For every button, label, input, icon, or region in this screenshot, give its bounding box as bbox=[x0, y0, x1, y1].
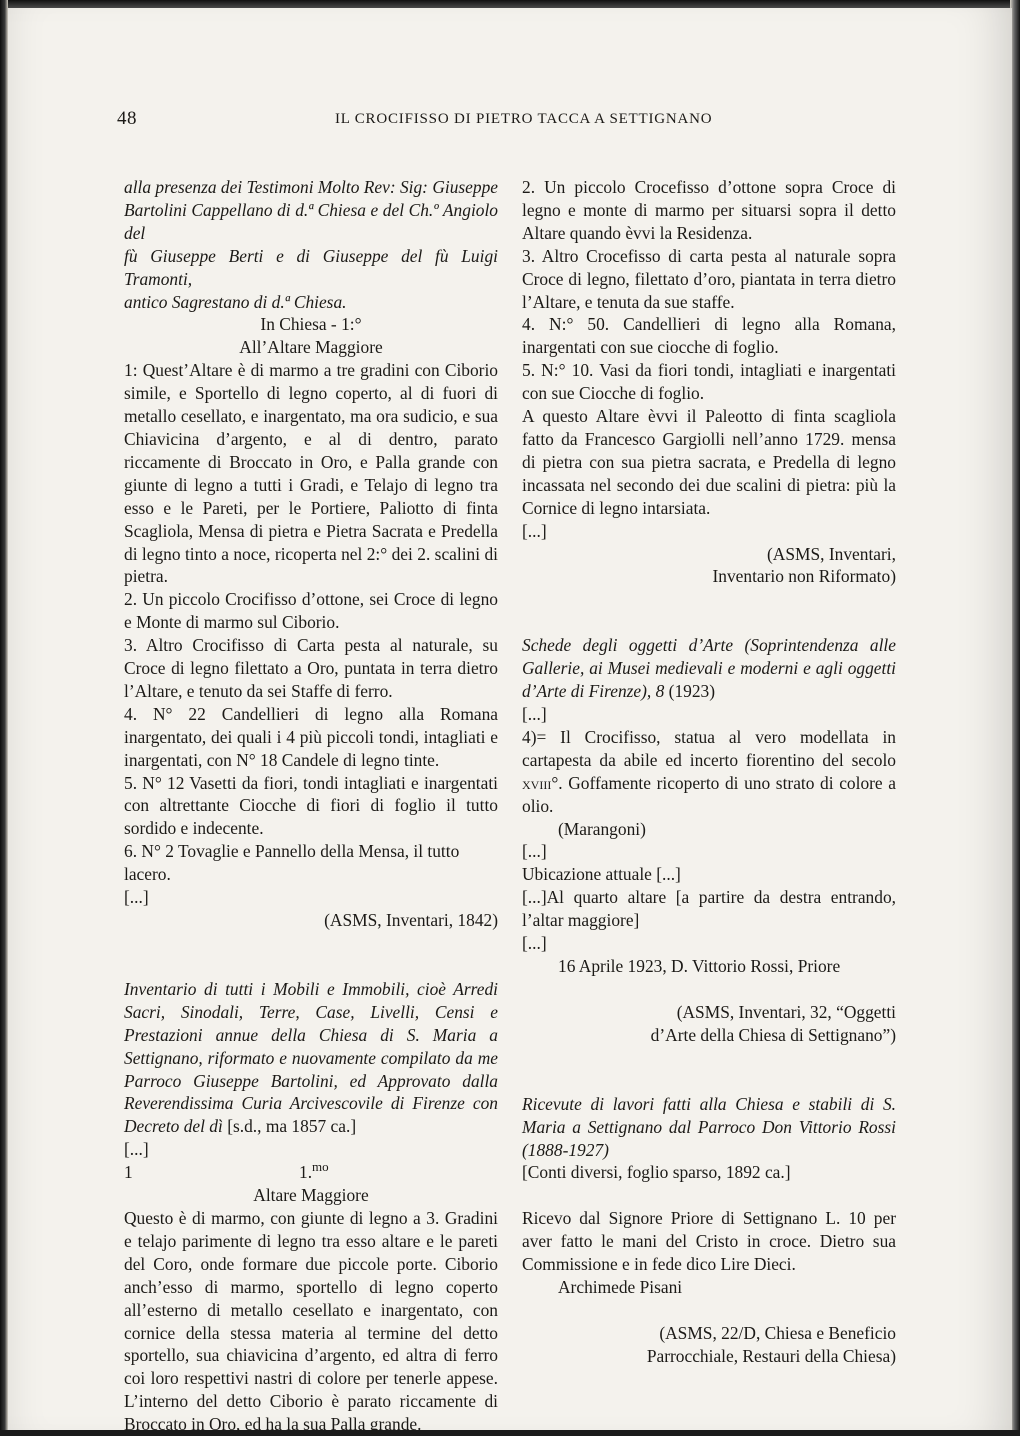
schede-title bbox=[522, 634, 896, 703]
spacer bbox=[522, 588, 896, 634]
altar-description: Questo è di marmo, con giunte di legno a 3. Gradini e telajo parimente di legno tra esso altare e le pareti del Coro, onde formare due piccole porte. Ciborio anch’esso di marmo, sportello di legno coperto all’esterno di metallo cesellato e inargentato, con cornice della stessa materia al termine del detto sportello, sua chiavicina d’argento, ed altra di ferro coi loro respettivi nastri di colore per tenerle appese. L’interno del detto Ciborio è parato riccamente di Broccato in Oro, ed ha la sua Palla grande. bbox=[124, 1207, 498, 1435]
conti-line: [Conti diversi, foglio sparso, 1892 ca.] bbox=[522, 1162, 791, 1183]
paleotto-paragraph: A questo Altare èvvi il Paleotto di finta scagliola fatto da Francesco Gargiolli nell’anno 1729. mensa di pietra con sua pietra sacrata, e Predella di legno incassata nel secondo dei due scalini di pietra: più la Cornice di legno intarsiata. bbox=[522, 406, 896, 518]
altar-heading: All’Altare Maggiore bbox=[239, 337, 383, 358]
inventory-item-5: 5. N° 12 Vasetti da fiori, tondi intagliati e inargentati con altrettante Ciocche di fiori di foglio il tutto sordido e indecente. bbox=[124, 772, 498, 839]
ellipsis: [...] bbox=[522, 520, 547, 541]
inventory-title bbox=[124, 978, 498, 1138]
item-ordinal-base: 1. bbox=[299, 1162, 313, 1183]
ellipsis: [...] bbox=[522, 933, 547, 954]
source-citation-3-line-1: (ASMS, 22/D, Chiesa e Beneficio bbox=[659, 1322, 896, 1343]
in-chiesa-heading: In Chiesa - 1:° bbox=[260, 314, 362, 335]
inventory-item-4: 4. N:° 50. Candellieri di legno alla Romana, inargentati con sue ciocche di foglio. bbox=[522, 314, 896, 358]
source-citation-2-line-1: (ASMS, Inventari, 32, “Oggetti bbox=[676, 1001, 896, 1022]
inventory-item-1: 1: Quest’Altare è di marmo a tre gradini con Ciborio simile, e Sportello di legno coperto, al di fuori di metallo cesellato, e inargentato, ma ora sudicio, e sua Chiavicina d’argento, e al di dentro, parato riccamente di Broccato in Oro, e Palla grande con giunte di legno a tutti i Gradi, e Telajo di legno tra esso e le Pareti, per le Portiere, Paliotto di finta Scagliola, Mensa di pietra e Pietra Sacrata e Predella di legno tinto a noce, ricoperta nel 2:° dei 2. scalini di pietra. bbox=[124, 360, 498, 587]
inventory-title-date: [s.d., ma 1857 ca.] bbox=[222, 1116, 357, 1137]
source-citation-3-line-2: Parrocchiale, Restauri della Chiesa) bbox=[646, 1345, 896, 1366]
inventory-title-italic: Inventario di tutti i Mobili e Immobili, cioè Arredi Sacri, Sinodali, Terre, Case, Livelli, Censi e Prestazioni annue della Chiesa di S. Maria a Settignano, riformato e nuovamente compilato da me Parroco Giuseppe Bartolini, ed Approvato dalla Reverendissima Curia Arcivescovile di Firenze con Decreto del dì bbox=[124, 978, 498, 1137]
ellipsis: [...] bbox=[124, 1139, 149, 1160]
spacer bbox=[522, 1184, 896, 1207]
intro-line-3: fù Giuseppe Berti e di Giuseppe del fù Luigi Tramonti, bbox=[124, 245, 498, 289]
marangoni-attribution: (Marangoni) bbox=[558, 818, 646, 839]
item-ordinal-sup: mo bbox=[312, 1159, 329, 1175]
left-column bbox=[124, 176, 498, 1436]
right-column bbox=[522, 176, 896, 1368]
source-citation: (ASMS, Inventari, 1842) bbox=[324, 910, 498, 930]
spacer bbox=[522, 978, 896, 1001]
page-number: 48 bbox=[117, 108, 137, 129]
altare-maggiore-heading: Altare Maggiore bbox=[253, 1185, 369, 1206]
ricevute-title: Ricevute di lavori fatti alla Chiesa e stabili di S. Maria a Settignano dal Parroco Don Vittorio Rossi (1888-1927) bbox=[522, 1093, 896, 1160]
spacer bbox=[522, 1299, 896, 1322]
source-citation-2-line-2: d’Arte della Chiesa di Settignano”) bbox=[650, 1024, 896, 1045]
ellipsis: [...] bbox=[522, 841, 547, 862]
scan-edge-left bbox=[0, 0, 8, 1430]
inventory-item-6: 6. N° 2 Tovaglie e Pannello della Mensa, il tutto lacero. bbox=[124, 841, 460, 885]
intro-line-2: Bartolini Cappellano di d.ª Chiesa e del Ch.º Angiolo del bbox=[124, 199, 498, 243]
running-title: IL CROCIFISSO DI PIETRO TACCA A SETTIGNANO bbox=[335, 111, 713, 127]
inventory-item-3: 3. Altro Crocifisso di Carta pesta al naturale, su Croce di legno filettato a Oro, puntata in terra dietro l’Altare, e tenuto da sei Staffe di ferro. bbox=[124, 635, 498, 701]
receipt-signature: Archimede Pisani bbox=[558, 1277, 683, 1298]
intro-line-4: antico Sagrestano di d.ª Chiesa. bbox=[124, 291, 347, 312]
source-citation-line-1: (ASMS, Inventari, bbox=[767, 543, 896, 564]
crocifisso-description bbox=[522, 726, 896, 818]
inventory-item-3: 3. Altro Crocefisso di carta pesta al naturale sopra Croce di legno, filettato d’oro, piantata in terra dietro l’Altare, e tenuta da sue staffe. bbox=[522, 245, 896, 312]
item-number: 1 bbox=[124, 1162, 133, 1183]
spacer bbox=[522, 1047, 896, 1093]
spacer bbox=[124, 932, 498, 978]
inventory-item-2: 2. Un piccolo Crocefisso d’ottone sopra Croce di legno e monte di marmo per situarsi sopra il detto Altare quando èvvi la Residenza. bbox=[522, 177, 896, 243]
signature-line: 16 Aprile 1923, D. Vittorio Rossi, Priore bbox=[558, 956, 841, 976]
receipt-text: Ricevo dal Signore Priore di Settignano L. 10 per aver fatto le mani del Cristo in croce. Dietro sua Commissione e in fede dico Lire Dieci. bbox=[522, 1208, 896, 1275]
intro-line-1: alla presenza dei Testimoni Molto Rev: Sig: Giuseppe bbox=[124, 177, 499, 197]
schede-title-year: (1923) bbox=[664, 681, 716, 702]
crocifisso-century: xviii bbox=[522, 772, 552, 793]
ellipsis: [...] bbox=[124, 887, 149, 908]
inventory-item-4: 4. N° 22 Candellieri di legno alla Romana inargentato, dei quali i 4 più piccoli tondi, intagliati e inargentati, con N° 18 Candele di legno tinte. bbox=[124, 703, 498, 770]
quarto-altare-line: [...]Al quarto altare [a partire da destra entrando, l’altar maggiore] bbox=[522, 887, 896, 931]
ellipsis: [...] bbox=[522, 704, 547, 725]
crocifisso-text-a: 4)= Il Crocifisso, statua al vero modellata in cartapesta da abile ed incerto fiorentino del secolo bbox=[522, 726, 896, 770]
crocifisso-text-b: °. Goffamente ricoperto di uno strato di colore a olio. bbox=[522, 772, 896, 816]
inventory-item-5: 5. N:° 10. Vasi da fiori tondi, intagliati e inargentati con sue Ciocche di foglio. bbox=[522, 360, 896, 404]
ubicazione-line: Ubicazione attuale [...] bbox=[522, 864, 681, 885]
inventory-item-2: 2. Un piccolo Crocifisso d’ottone, sei Croce di legno e Monte di marmo sul Ciborio. bbox=[124, 589, 498, 633]
number-line bbox=[124, 1161, 498, 1184]
source-citation-line-2: Inventario non Riformato) bbox=[712, 566, 896, 587]
scan-edge-top bbox=[0, 0, 1020, 8]
schede-title-italic: Schede degli oggetti d’Arte (Soprintendenza alle Gallerie, ai Musei medievali e moderni e agli oggetti d’Arte di Firenze), 8 bbox=[522, 635, 896, 702]
item-ordinal bbox=[299, 1161, 329, 1184]
